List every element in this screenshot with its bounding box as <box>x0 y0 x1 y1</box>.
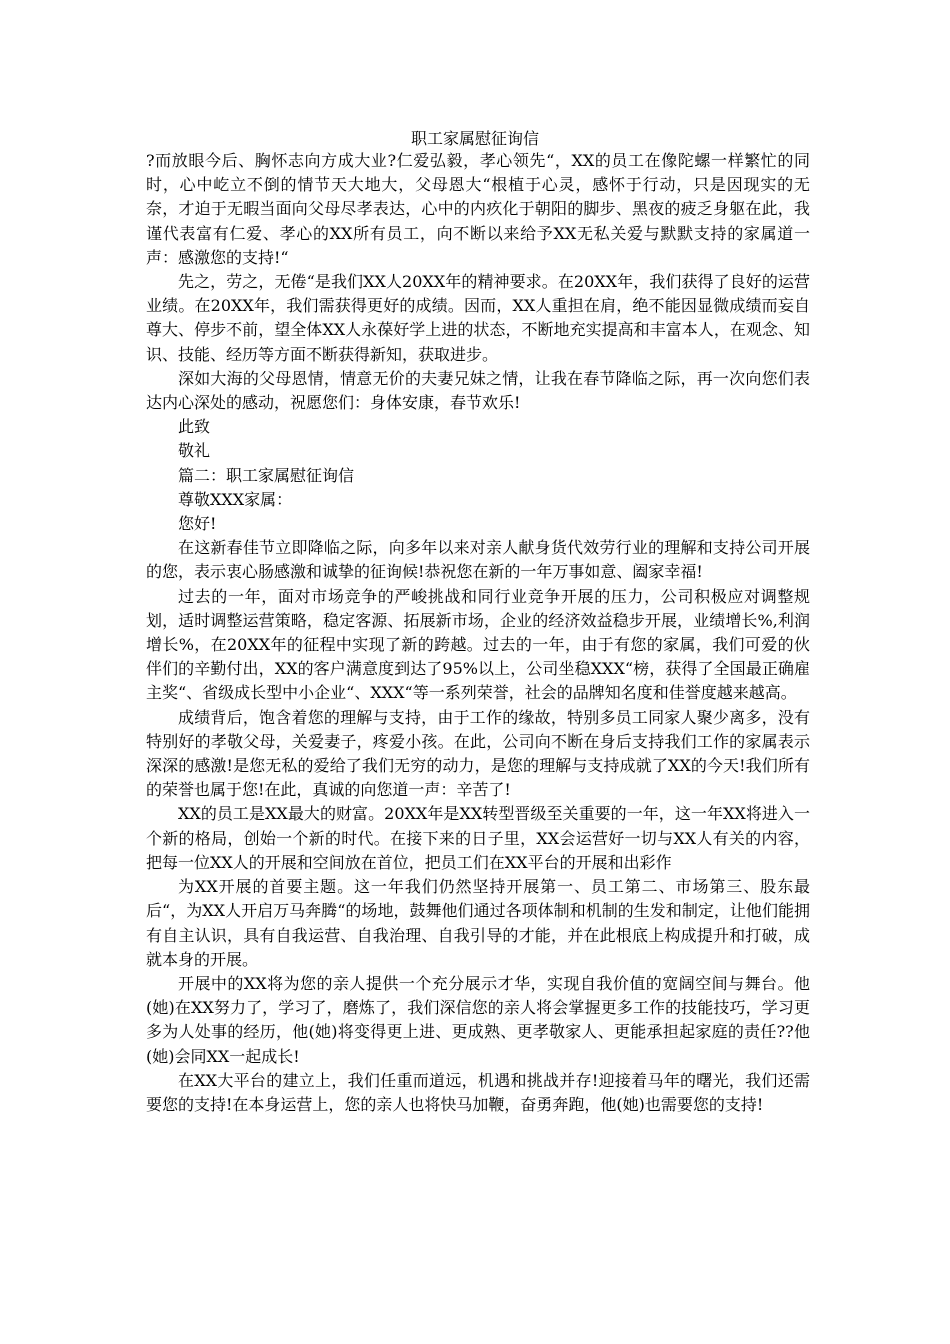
document-body <box>146 149 810 1117</box>
closing-line: 敬礼 <box>178 441 211 461</box>
paragraph: XX的员工是XX最大的财富。20XX年是XX转型晋级至关重要的一年，这一年XX将进入一个新的格局，创始一个新的时代。在接下来的日子里，XX会运营好一切与XX人有关的内容，把每一位XX人的开展和空间放在首位，把员工们在XX平台的开展和出彩作 <box>146 804 810 872</box>
paragraph: ?而放眼今后、胸怀志向方成大业?仁爱弘毅，孝心领先“，XX的员工在像陀螺一样繁忙的同时，心中屹立不倒的情节天大地大，父母恩大“根植于心灵，感怀于行动，只是因现实的无奈，才迫于无暇当面向父母尽孝表达，心中的内疚化于朝阳的脚步、黑夜的疲乏身躯在此，我谨代表富有仁爱、孝心的XX所有员工，向不断以来给予XX无私关爱与默默支持的家属道一声：感激您的支持!“ <box>146 151 810 267</box>
salutation: 尊敬XXX家属： <box>178 489 293 509</box>
section-heading: 篇二：职工家属慰征询信 <box>178 465 355 485</box>
paragraph: 过去的一年，面对市场竞争的严峻挑战和同行业竞争开展的压力，公司积极应对调整规划，适时调整运营策略，稳定客源、拓展新市场，企业的经济效益稳步开展，业绩增长%,利润增长%，在20XX年的征程中实现了新的跨越。过去的一年，由于有您的家属，我们可爱的伙伴们的辛勤付出，XX的客户满意度到达了95%以上，公司坐稳XXX“榜，获得了全国最正确雇主奖“、省级成长型中小企业“、XXX“等一系列荣誉，社会的品牌知名度和佳誉度越来越高。 <box>146 586 810 703</box>
paragraph: 深如大海的父母恩情，情意无价的夫妻兄妹之情，让我在春节降临之际，再一次向您们表达内心深处的感动，祝愿您们：身体安康，春节欢乐! <box>146 368 810 413</box>
greeting: 您好! <box>178 514 217 534</box>
closing-line: 此致 <box>178 417 211 437</box>
paragraph: 成绩背后，饱含着您的理解与支持，由于工作的缘故，特别多员工同家人聚少离多，没有特别好的孝敬父母，关爱妻子，疼爱小孩。在此，公司向不断在身后支持我们工作的家属表示深深的感激!是您无私的爱给了我们无穷的动力，是您的理解与支持成就了XX的今天!我们所有的荣誉也属于您!在此，真诚的向您道一声：辛苦了! <box>146 707 810 800</box>
paragraph: 先之，劳之，无倦“是我们XX人20XX年的精神要求。在20XX年，我们获得了良好的运营业绩。在20XX年，我们需获得更好的成绩。因而，XX人重担在肩，绝不能因显微成绩而妄自尊大、停步不前，望全体XX人永葆好学上进的状态，不断地充实提高和丰富本人，在观念、知识、技能、经历等方面不断获得新知，获取进步。 <box>146 272 810 364</box>
paragraph: 在XX大平台的建立上，我们任重而道远，机遇和挑战并存!迎接着马年的曙光，我们还需要您的支持!在本身运营上，您的亲人也将快马加鞭，奋勇奔跑，他(她)也需要您的支持! <box>146 1070 810 1114</box>
paragraph: 为XX开展的首要主题。这一年我们仍然坚持开展第一、员工第二、市场第三、股东最后“，为XX人开启万马奔腾“的场地，鼓舞他们通过各项体制和机制的生发和制定，让他们能拥有自主认识，具有自我运营、自我治理、自我引导的才能，并在此根底上构成提升和打破，成就本身的开展。 <box>146 877 810 969</box>
document-title: 职工家属慰征询信 <box>410 129 539 148</box>
paragraph: 在这新春佳节立即降临之际，向多年以来对亲人献身货代效劳行业的理解和支持公司开展的您，表示衷心肠感激和诚挚的征询候!恭祝您在新的一年万事如意、阖家幸福! <box>146 538 810 582</box>
paragraph: 开展中的XX将为您的亲人提供一个充分展示才华，实现自我价值的宽阔空间与舞台。他(她)在XX努力了，学习了，磨炼了，我们深信您的亲人将会掌握更多工作的技能技巧，学习更多为人处事的经历，他(她)将变得更上进、更成熟、更孝敬家人、更能承担起家庭的责任??他(她)会同XX一起成长! <box>146 973 810 1066</box>
